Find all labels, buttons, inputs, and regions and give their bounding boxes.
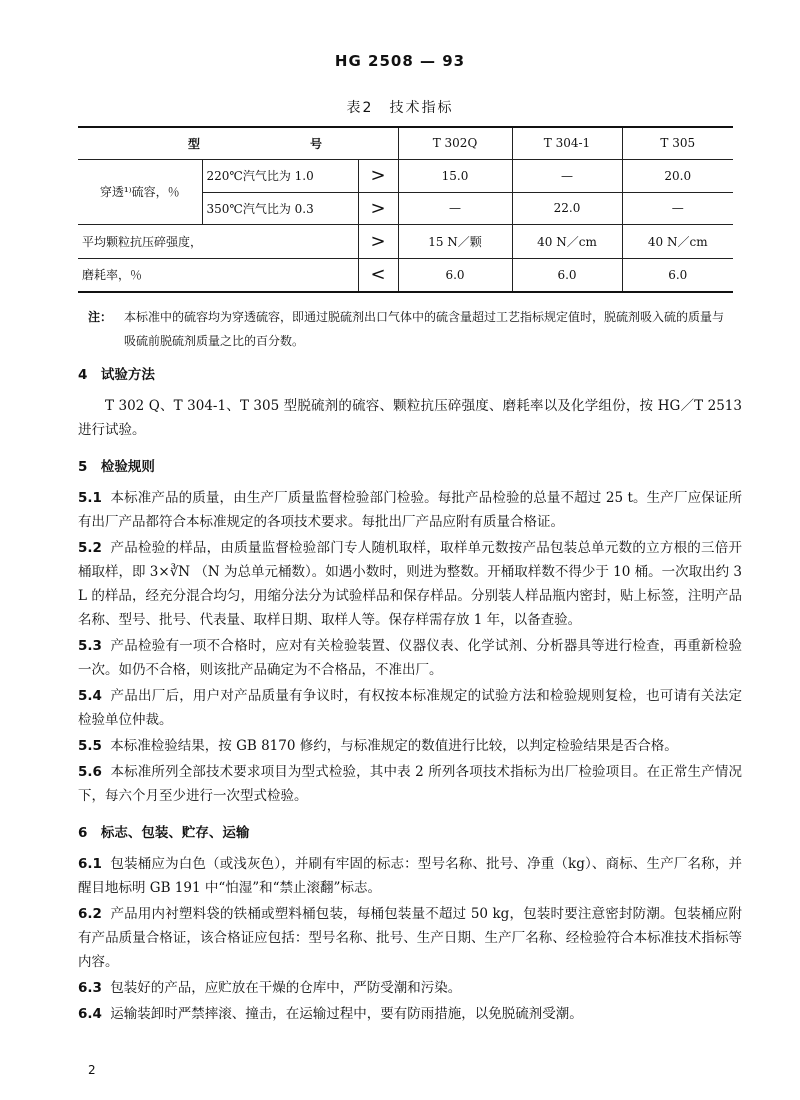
clause-text: 本标准检验结果，按 GB 8170 修约，与标准规定的数值进行比较，以判定检验结果是否合格。 xyxy=(110,738,678,754)
section-heading: 5 检验规则 xyxy=(78,459,155,475)
clause xyxy=(78,536,742,632)
header-model-label: 型 号 xyxy=(78,127,398,159)
clause-number: 5.3 xyxy=(78,638,102,654)
table-cell: — xyxy=(512,159,622,192)
table-caption: 表2 技术指标 xyxy=(346,100,454,116)
section-heading: 6 标志、包装、贮存、运输 xyxy=(78,825,250,841)
clause-number: 6.1 xyxy=(78,856,102,872)
table-cell: 6.0 xyxy=(398,258,512,292)
clause-number: 6.3 xyxy=(78,980,102,996)
clause-number: 5.6 xyxy=(78,764,102,780)
col-header-t304: T 304-1 xyxy=(512,127,622,159)
row-group-label: 穿透¹⁾硫容，％ xyxy=(78,159,202,224)
row-label: 平均颗粒抗压碎强度， xyxy=(78,224,358,258)
note-text: 本标准中的硫容均为穿透硫容，即通过脱硫剂出口气体中的硫含量超过工艺指标规定值时，脱硫剂吸入硫的质量与吸硫前脱硫剂质量之比的百分数。 xyxy=(124,310,725,348)
technical-specs-table xyxy=(78,126,733,293)
clause-text: 运输装卸时严禁摔滚、撞击，在运输过程中，要有防雨措施，以免脱硫剂受潮。 xyxy=(110,1006,583,1022)
section-4 xyxy=(78,362,742,442)
document-body xyxy=(78,362,742,1028)
note-label: 注： xyxy=(88,310,113,324)
table-cell: 40 N／cm xyxy=(622,224,733,258)
clause-text: 包装桶应为白色（或浅灰色），并刷有牢固的标志：型号名称、批号、净重（kg）、商标、生产厂名称，并醒目地标明 GB 191 中“怕湿”和“禁止滚翻”标志。 xyxy=(78,856,742,896)
table-header-row xyxy=(78,127,733,159)
row-sub-label: 350℃汽气比为 0.3 xyxy=(202,192,358,224)
col-header-t302q: T 302Q xyxy=(398,127,512,159)
comparison-sign: > xyxy=(358,159,398,192)
clause xyxy=(78,634,742,682)
clause xyxy=(78,976,742,1000)
comparison-sign: > xyxy=(358,192,398,224)
table-cell: 20.0 xyxy=(622,159,733,192)
table-row xyxy=(78,224,733,258)
table-row xyxy=(78,159,733,192)
clause-number: 5.5 xyxy=(78,738,102,754)
clause xyxy=(78,486,742,534)
clause-text: 包装好的产品，应贮放在干燥的仓库中，严防受潮和污染。 xyxy=(110,980,462,996)
row-label: 磨耗率，％ xyxy=(78,258,358,292)
table-row xyxy=(78,258,733,292)
clause xyxy=(78,852,742,900)
clause-number: 6.2 xyxy=(78,906,102,922)
clause-text: 产品用内衬塑料袋的铁桶或塑料桶包装，每桶包装量不超过 50 kg，包装时要注意密封防潮。包装桶应附有产品质量合格证，该合格证应包括：型号名称、批号、生产日期、生产厂名称、经检验符合本标准技术指标等内容。 xyxy=(78,906,742,970)
table-cell: 15 N／颗 xyxy=(398,224,512,258)
table-cell: 15.0 xyxy=(398,159,512,192)
clause-text: 产品检验有一项不合格时，应对有关检验装置、仪器仪表、化学试剂、分析器具等进行检查，再重新检验一次。如仍不合格，则该批产品确定为不合格品，不准出厂。 xyxy=(78,638,743,678)
clause-text: 本标准产品的质量，由生产厂质量监督检验部门检验。每批产品检验的总量不超过 25 t。生产厂应保证所有出厂产品都符合本标准规定的各项技术要求。每批出厂产品应附有质量合格证。 xyxy=(78,490,742,530)
clause-text: 产品出厂后，用户对产品质量有争议时，有权按本标准规定的试验方法和检验规则复检，也可请有关法定检验单位仲裁。 xyxy=(78,688,743,728)
table-cell: 6.0 xyxy=(622,258,733,292)
paragraph: T 302 Q、T 304-1、T 305 型脱硫剂的硫容、颗粒抗压碎强度、磨耗率以及化学组份，按 HG／T 2513 进行试验。 xyxy=(78,398,742,438)
comparison-sign: < xyxy=(358,258,398,292)
table-cell: 6.0 xyxy=(512,258,622,292)
clause-number: 6.4 xyxy=(78,1006,102,1022)
table-cell: — xyxy=(622,192,733,224)
table-cell: — xyxy=(398,192,512,224)
section-heading: 4 试验方法 xyxy=(78,367,155,383)
clause-number: 5.4 xyxy=(78,688,102,704)
section-6 xyxy=(78,820,742,1026)
row-sub-label: 220℃汽气比为 1.0 xyxy=(202,159,358,192)
col-header-t305: T 305 xyxy=(622,127,733,159)
table-cell: 22.0 xyxy=(512,192,622,224)
page-header: HG 2508 — 93 xyxy=(334,52,466,70)
page-number: 2 xyxy=(88,1063,96,1077)
comparison-sign: > xyxy=(358,224,398,258)
clause xyxy=(78,734,742,758)
clause xyxy=(78,760,742,808)
clause xyxy=(78,902,742,974)
table-note xyxy=(88,305,733,353)
table-cell: 40 N／cm xyxy=(512,224,622,258)
clause-text: 本标准所列全部技术要求项目为型式检验，其中表 2 所列各项技术指标为出厂检验项目。在正常生产情况下，每六个月至少进行一次型式检验。 xyxy=(78,764,743,804)
clause-number: 5.1 xyxy=(78,490,102,506)
section-5 xyxy=(78,454,742,808)
clause xyxy=(78,684,742,732)
clause-text: 产品检验的样品，由质量监督检验部门专人随机取样，取样单元数按产品包装总单元数的立方根的三倍开桶取样，即 3×∛N （N 为总单元桶数）。如遇小数时，则进为整数。开桶取样数不得少于 10 桶。一次取出约 3 L 的样品，经充分混合均匀，用缩分法分为试验样品和保存样品。分别装人样品瓶内密封，贴上标签，注明产品名称、型号、批号、代表量、取样日期、取样人等。保存样需存放 1 年，以备查验。 xyxy=(78,540,743,628)
clause xyxy=(78,1002,742,1026)
clause-number: 5.2 xyxy=(78,540,102,556)
